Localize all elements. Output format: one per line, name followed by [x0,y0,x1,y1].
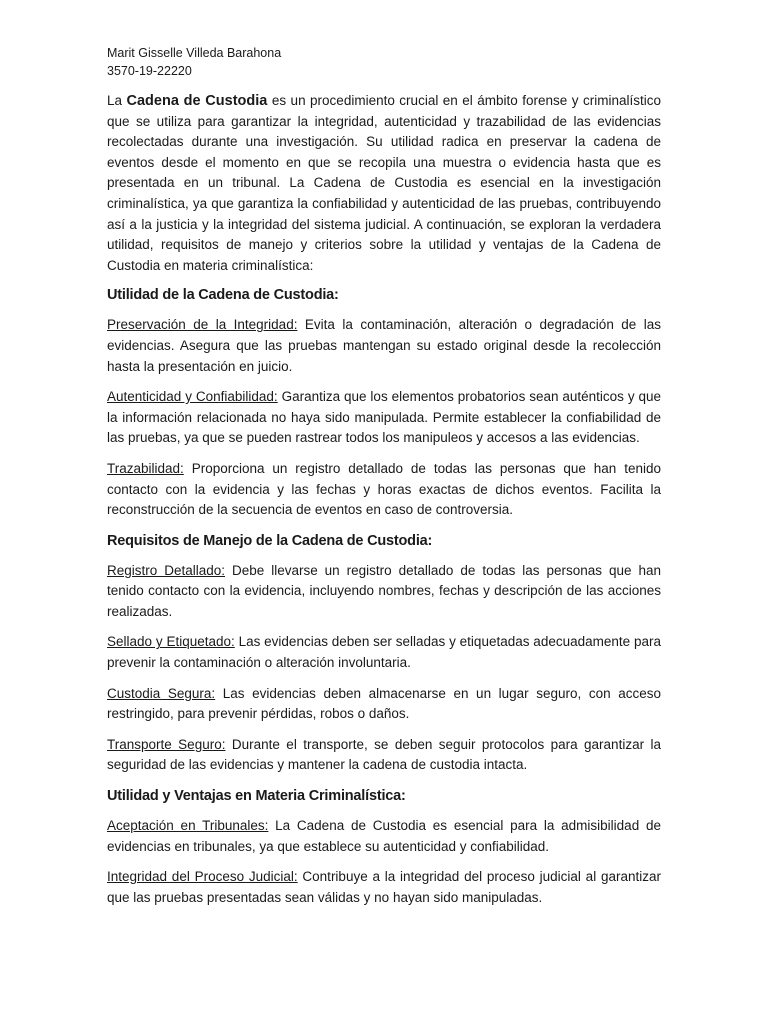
section-heading: Utilidad de la Cadena de Custodia: [107,287,339,304]
author-id: 3570-19-22220 [107,64,192,78]
item-term: Preservación de la Integridad: [107,317,298,333]
intro-lead: La [107,93,123,108]
item-term: Transporte Seguro: [107,736,226,752]
item-term: Custodia Segura: [107,685,216,701]
section-item [107,459,661,521]
author-name: Marit Gisselle Villeda Barahona [107,46,282,60]
section-item [107,684,661,725]
section-item [107,387,661,449]
item-term: Registro Detallado: [107,562,226,578]
item-term: Autenticidad y Confiabilidad: [107,389,278,405]
item-text: Las evidencias deben ser selladas y etiquetadas adecuadamente para prevenir la contaminación o alteración involuntaria. [107,634,661,671]
intro-paragraph [107,91,661,276]
item-text: Durante el transporte, se deben seguir protocolos para garantizar la seguridad de las evidencias y mantener la cadena de custodia intacta. [107,736,661,773]
item-text: Debe llevarse un registro detallado de todas las personas que han tenido contacto con la evidencia, incluyendo nombres, fechas y descripción de las acciones realizadas. [107,562,661,619]
item-term: Aceptación en Tribunales: [107,818,269,834]
section-item [107,816,661,857]
section-item [107,867,661,908]
item-text: Proporciona un registro detallado de todas las personas que han tenido contacto con la evidencia y las fechas y horas exactas de dichos eventos. Facilita la reconstrucción de la secuencia de eventos en caso de controversia. [107,460,661,518]
section-ventajas [107,786,661,908]
item-term: Sellado y Etiquetado: [107,634,235,650]
section-item [107,735,661,776]
item-text: Las evidencias deben almacenarse en un lugar seguro, con acceso restringido, para prevenir pérdidas, robos o daños. [107,685,661,722]
intro-body: es un procedimiento crucial en el ámbito forense y criminalístico que se utiliza para garantizar la integridad, autenticidad y trazabilidad de las evidencias recolectadas durante una investigación. Su utilidad radica en preservar la cadena de eventos desde el momento en que se recopila una muestra o evidencia hasta que es presentada en un tribunal. La Cadena de Custodia es esencial en la investigación criminalística, ya que garantiza la confiabilidad y autenticidad de las pruebas, contribuyendo así a la justicia y la integridad del sistema judicial. A continuación, se exploran la verdadera utilidad, requisitos de manejo y criterios sobre la utilidad y ventajas de la Cadena de Custodia en materia criminalística: [107,93,661,273]
item-text: Contribuye a la integridad del proceso judicial al garantizar que las pruebas presentadas sean válidas y no hayan sido manipuladas. [107,869,661,905]
author-block [107,44,661,80]
intro-term: Cadena de Custodia [126,93,268,109]
section-heading: Requisitos de Manejo de la Cadena de Custodia: [107,532,433,549]
section-item [107,632,661,673]
section-heading: Utilidad y Ventajas en Materia Criminalística: [107,788,406,805]
item-term: Integridad del Proceso Judicial: [107,869,298,885]
item-text: Garantiza que los elementos probatorios sean auténticos y que la información relacionada no haya sido manipulada. Permite establecer la confiabilidad de las pruebas, ya que se pueden rastrear todos los manipuleos y accesos a las evidencias. [107,389,662,446]
section-utilidad [107,285,661,520]
item-text: Evita la contaminación, alteración o degradación de las evidencias. Asegura que las pruebas mantengan su estado original desde la recolección hasta la presentación en juicio. [107,317,661,374]
item-text: La Cadena de Custodia es esencial para la admisibilidad de evidencias en tribunales, ya que establece su autenticidad y confiabilidad. [107,818,661,854]
section-item [107,561,661,623]
document-page [107,44,661,918]
section-item [107,315,661,377]
section-requisitos [107,531,661,776]
item-term: Trazabilidad: [107,460,184,476]
